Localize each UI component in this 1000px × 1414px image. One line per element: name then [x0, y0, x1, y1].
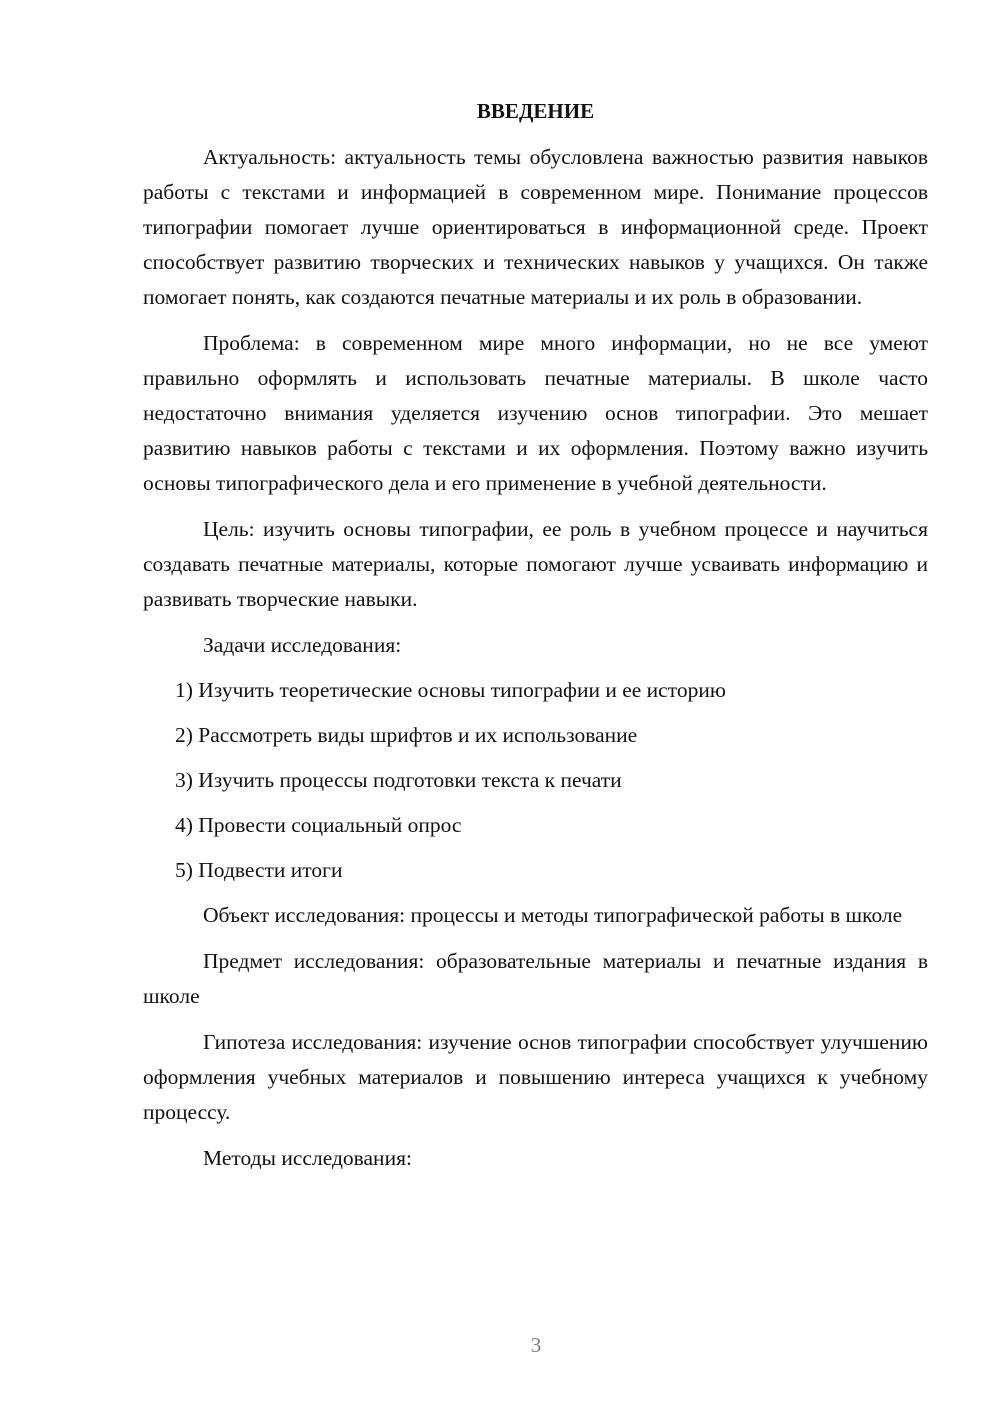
relevance-paragraph: Актуальность: актуальность темы обусловлена важностью развития навыков работы с текстами и информацией в современном мире. Понимание процессов типографии помогает лучше ориентироваться в информационной среде. Проект способствует развитию творческих и технических навыков у учащихся. Он также помогает понять, как создаются печатные материалы и их роль в образовании. — [143, 145, 928, 309]
object-paragraph: Объект исследования: процессы и методы типографической работы в школе — [203, 903, 903, 927]
hypothesis-paragraph: Гипотеза исследования: изучение основ типографии способствует улучшению оформления учебных материалов и повышению интереса учащихся к учебному процессу. — [143, 1030, 928, 1124]
task-item: 5) Подвести итоги — [175, 858, 343, 882]
page-content — [143, 96, 928, 1186]
tasks-label: Задачи исследования: — [203, 633, 402, 657]
task-item: 1) Изучить теоретические основы типографии и ее историю — [175, 678, 726, 702]
section-heading: ВВЕДЕНИЕ — [476, 99, 595, 123]
tasks-list — [143, 673, 928, 888]
task-item: 4) Провести социальный опрос — [175, 813, 462, 837]
subject-paragraph: Предмет исследования: образовательные материалы и печатные издания в школе — [143, 949, 928, 1008]
task-item: 2) Рассмотреть виды шрифтов и их использование — [175, 723, 638, 747]
methods-label: Методы исследования: — [203, 1146, 412, 1170]
task-item: 3) Изучить процессы подготовки текста к печати — [175, 768, 622, 792]
goal-paragraph: Цель: изучить основы типографии, ее роль в учебном процессе и научиться создавать печатные материалы, которые помогают лучше усваивать информацию и развивать творческие навыки. — [143, 517, 928, 611]
problem-paragraph: Проблема: в современном мире много информации, но не все умеют правильно оформлять и использовать печатные материалы. В школе часто недостаточно внимания уделяется изучению основ типографии. Это мешает развитию навыков работы с текстами и их оформления. Поэтому важно изучить основы типографического дела и его применение в учебной деятельности. — [143, 331, 928, 495]
page-number: 3 — [530, 1333, 542, 1357]
